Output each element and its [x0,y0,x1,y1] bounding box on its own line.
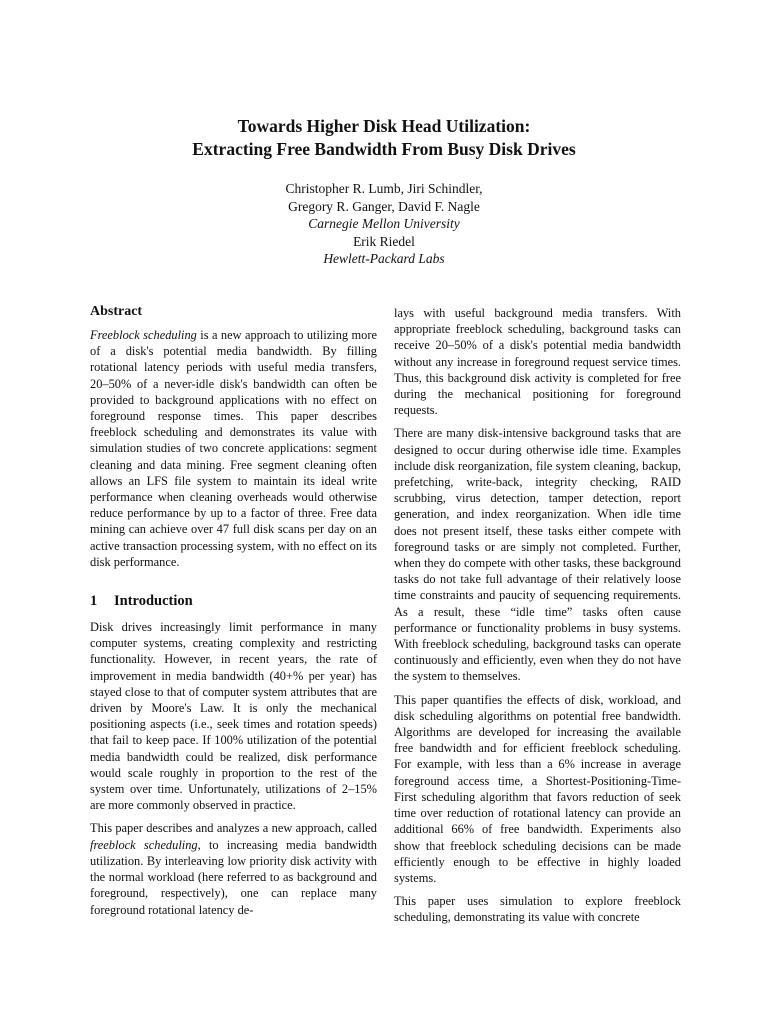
intro-paragraph-3: lays with useful background media transfers. With appropriate freeblock scheduling, background tasks can receive 20–50% of a disk's potential media bandwidth without any increase in foreground request service times. Thus, this background disk activity is completed for free during the mechanical positioning for foreground requests. [394,306,681,418]
intro-paragraph-2 [90,820,377,917]
title-line-1: Towards Higher Disk Head Utilization: [237,116,531,136]
affiliation-hp: Hewlett-Packard Labs [323,251,445,267]
title-line-2: Extracting Free Bandwidth From Busy Disk Drives [192,139,576,159]
abstract-text [90,327,377,570]
abstract-body: is a new approach to utilizing more of a disk's potential media bandwidth. By filling rotational latency periods with useful media transfers, 20–50% of a never-idle disk's bandwidth can often be provided to background applications with no effect on foreground response times. This paper describes freeblock scheduling and demonstrates its value with simulation studies of two concrete applications: segment cleaning and data mining. Free segment cleaning often allows an LFS file system to maintain its ideal write performance when cleaning overheads would otherwise reduce performance by up to a factor of three. Free data mining can achieve over 47 full disk scans per day on an active transaction processing system, with no effect on its disk performance. [90,328,377,569]
intro-paragraph-5: This paper quantifies the effects of disk, workload, and disk scheduling algorithms on potential free bandwidth. Algorithms are developed for increasing the available free bandwidth and for efficient freeblock scheduling. For example, with less than a 6% increase in average foreground access time, a Shortest-Positioning-Time-First scheduling algorithm that favors reduction of seek time over reduction of rotational latency can provide an additional 66% of free bandwidth. Experiments also show that freeblock scheduling decisions can be made efficiently enough to be effective in highly loaded systems. [394,692,681,885]
intro-paragraph-4: There are many disk-intensive background tasks that are designed to occur during otherwise idle time. Examples include disk reorganization, file system cleaning, backup, prefetching, write-back, integrity checking, RAID scrubbing, virus detection, tamper detection, report generation, and index reorganization. When idle time does not present itself, these tasks either compete with foreground tasks or are simply not completed. Further, when they do compete with other tasks, these background tasks do not take full advantage of their relatively loose time constraints and paucity of sequencing requirements. As a result, these “idle time” tasks often cause performance or functionality problems in busy systems. With freeblock scheduling, background tasks can operate continuously and efficiently, even when they do not have the system to themselves. [394,426,681,684]
left-column [90,303,377,925]
section-number: 1 [90,593,98,610]
authors-line-2: Gregory R. Ganger, David F. Nagle [288,198,480,214]
abstract-lead-term: Freeblock scheduling [90,328,197,342]
author-block [0,180,768,268]
intro-paragraph-6: This paper uses simulation to explore freeblock scheduling, demonstrating its value with concrete [394,894,681,925]
intro-paragraph-1: Disk drives increasingly limit performance in many computer systems, creating complexity and restricting functionality. However, in recent years, the rate of improvement in media bandwidth (40+% per year) has stayed close to that of computer system attributes that are driven by Moore's Law. It is only the mechanical positioning aspects (i.e., seek times and rotation speeds) that fail to keep pace. If 100% utilization of the potential media bandwidth could be realized, disk performance would scale roughly in proportion to the rest of the system over time. Unfortunately, utilizations of 2–15% are more commonly observed in practice. [90,620,377,813]
right-column [394,305,681,933]
intro-p2-start: This paper describes and analyzes a new approach, called [90,821,377,836]
intro-p2-end: , to increasing media bandwidth utilization. By interleaving low priority disk activity with the normal workload (here referred to as background and foreground, respectively), one can replace many foreground rotational latency de- [90,837,377,917]
authors-line-3: Erik Riedel [353,233,415,249]
abstract-heading: Abstract [90,304,143,319]
paper-title [0,115,768,161]
affiliation-cmu: Carnegie Mellon University [308,216,460,232]
intro-p2-term: freeblock scheduling [90,837,198,852]
authors-line-1: Christopher R. Lumb, Jiri Schindler, [285,181,483,196]
intro-heading [90,592,377,610]
section-title: Introduction [114,593,193,610]
